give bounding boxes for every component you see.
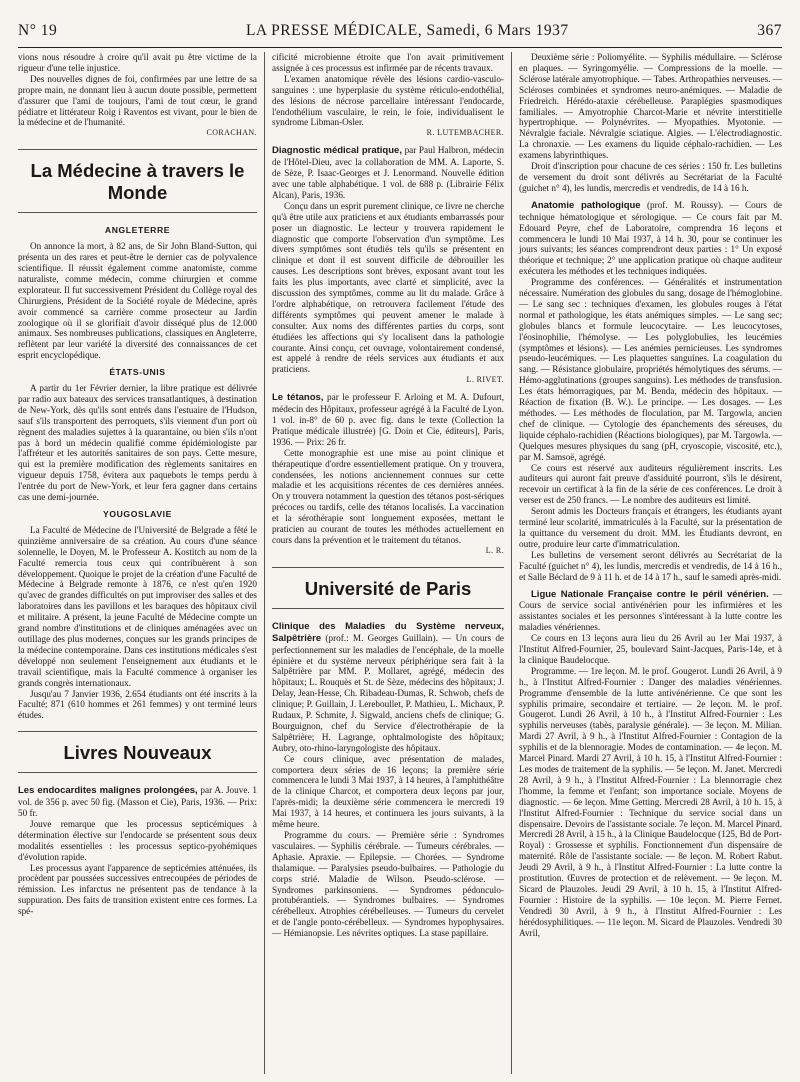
paragraph: cificité microbienne étroite que l'on avait primitivement assignée à ces processus est infirmée par de récents travaux. [272, 52, 504, 73]
book-entry [272, 145, 504, 201]
book-title: Diagnostic médical pratique, [272, 145, 402, 157]
paragraph: Programme des conférences. — Généralités et instrumentation nécessaire. Numération des globules du sang, dosage de l'hémoglobine. — Le sang sec : techniques d'examen, les globules rouges à l'état normal et pathologique, les états anémiques simples. — Le sang sec; globules blancs et formule leucocytaire. — Les leucocytoses, l'éosinophilie, l'hémolyse. — Les polyglobulies, les leucémies (symptômes et lésions). — Les anémies pernicieuses. Les syndromes pseudo-leucémiques. — Les plaquettes sanguines. La coagulation du sang. — Résistance globulaire, propriétés hémolytiques des sérums. — Hémo-agglutinations (groupes sanguins). Les méthodes de transfusion. Les états hémorragiques, par M. Benda, médecin des hôpitaux. — Réaction de fixation (B. W.). Le principe. — Les dosages. — Les méthodes. — Les méthodes de floculation, par M. Targowla, ancien chef de clinique. — Cytologie des épanchements des séreuses, du liquide céphalo-rachidien (Réactions biologiques), par M. Targowla. — Quelques mesures physiques du sang (pH, cryoscopie, viscosité, etc.), par M. Samsoë, agrégé. [519, 277, 782, 462]
signature: L. R. [485, 545, 504, 555]
country-heading: ÉTATS-UNIS [109, 367, 166, 378]
book-details: par Paul Halbron, médecin de l'Hôtel-Dieu, avec la collaboration de MM. A. Laporte, S. de Sèze, P. Isaac-Georges et J. Lenormand. Nouvelle édition avec une table alphabétique. 1 vol. de 688 p. (Librairie Félix Alcan), Paris, 1936. [272, 145, 504, 200]
paragraph: Ce cours clinique, avec présentation de malades, comportera deux séries de 16 leçons; la première série commencera le lundi 3 Mai 1937, à 14 heures, à l'amphithéâtre de la clinique Charcot, et comportera deux leçons par jour, l'après-midi; la deuxième série commencera le mercredi 19 Mai 1937, à 14 heures, et continuera les jours suivants, à la même heure. [272, 753, 504, 830]
book-title: Le tétanos, [272, 392, 324, 404]
book-details: par le professeur F. Arloing et M. A. Dufourt, médecin des Hôpitaux, professeur agrégé à la Faculté de Lyon. 1 vol. in-8° de 60 p. avec fig. dans le texte (Collection la Pratique médicale illustrée) [G. Doin et Cie, éditeurs], Paris, 1936. — Prix: 26 fr. [272, 392, 505, 447]
paragraph: Conçu dans un esprit purement clinique, ce livre ne cherche qu'à être utile aux praticiens et aux étudiants embarrassés pour poser un diagnostic. Le lecteur y trouvera rapidement le diagnostic que comporte l'observation d'un symptôme. Les divers symptômes sont étudiés tels qu'ils se présentent en clinique et dont il est souvent difficile de débrouiller les causes. Les descriptions sont brèves, exposant avant tout les faits les plus importants, avec clarté et simplicité, avec la discussion des symptômes, comme au lit du malade. Grâce à l'ordre alphabétique, on retrouvera facilement l'étude des différents symptômes qui peuvent amener le malade à consulter. Aux noms des différentes parties du corps, sont étudiées les affections qui s'y localisent dans la pathologie courante. Ainsi conçu, cet ouvrage, volontairement condensé, est appelé à rendre de réels services aux étudiants et aux praticiens. [272, 200, 504, 375]
course-entry [519, 200, 782, 277]
paragraph: La Faculté de Médecine de l'Université de Belgrade a fêté le quinzième anniversaire de sa création. Au cours d'une séance solennelle, le Doyen, M. le Professeur A. Kostitch au nom de la Faculté remercia tous ceux qui contribuèrent à son développement. Quoique le projet de la création d'une Faculté de Médecine à Belgrade remonte à 1876, ce n'est qu'en 1920 qu'avec de grandes difficultés on put improviser des salles et des laboratoires dans les pavillons et les baraques des hôpitaux civil et militaire. A présent, la jeune Faculté de Médecine compte un grand nombre d'institutions et de cliniques aménagées avec un outillage des plus modernes, conçues sur les grands principes de la médecine contemporaine. Dans ces institutions médicales s'est développé non seulement l'enseignement aux étudiants et le travail scientifique, mais la Faculté commence à organiser les grands congrès internationaux. [18, 524, 257, 688]
section-header-world [18, 149, 257, 213]
section-header-university [272, 567, 504, 609]
column-2 [264, 52, 511, 1074]
paragraph: Jusqu'au 7 Janvier 1936, 2.654 étudiants ont été inscrits à la Faculté; 871 (610 hommes et 261 femmes) y ont terminé leurs études. [18, 688, 257, 721]
columns [18, 52, 782, 1074]
paragraph: On annonce la mort, à 82 ans, de Sir John Bland-Sutton, qui présenta un des rares et peut-être le dernier cas de polyvalence scientifique. Il réussit également comme anatomiste, comme naturaliste, comme médecin, comme chirurgien et comme explorateur. Il fut successivement Président du Collège royal des Chirurgiens, Président de la Société royale de Médecine, après avoir commencé sa carrière comme prosecteur au Jardin zoologique où il se glorifiait d'avoir disséqué plus de 12.000 animaux. Ses nombreuses publications, classiques en Angleterre, reflètent par leur variété la diversité des connaissances de cet esprit encyclopédique. [18, 241, 257, 361]
book-title: Les endocardites malignes prolongées, [18, 785, 198, 797]
header-rule [18, 47, 782, 48]
course-details: (prof. M. Roussy). — Cours de technique hématologique et sérologique. — Ce cours fait par M. Edouard Peyre, chef de Laboratoire, comprendra 16 leçons et commencera le lundi 10 Mai 1937, à 14 h. 30, pour se continuer les jours suivants; les séances comprendront deux parties : 1° Un exposé théorique et technique; 2° une application pratique où chaque auditeur exécutera les méthodes et les techniques indiquées. [519, 199, 782, 277]
paragraph: Les bulletins de versement seront délivrés au Secrétariat de la Faculté (guichet n° 4), les lundis, mercredis et vendredis, de 14 à 16 h., et Salle Béclard de 9 à 11 h. et de 14 à 17 h., sauf le samedi après-midi. [519, 549, 782, 582]
column-3 [511, 52, 782, 1074]
course-details: — Cours de service social antivénérien pour les infirmières et les assistantes sociales et les personnes s'intéressant à la lutte contre les maladies vénériennes. [519, 588, 782, 633]
paragraph: Cette monographie est une mise au point clinique et thérapeutique d'ordre essentiellement pratique. On y trouvera, condensées, les notions anciennement connues sur cette maladie et les acquisitions récentes de ces dernières années. On y trouvera notamment la question des tétanos post-sériques précoces ou tardifs, celle des tétanos localisés. La vaccination et la sérothérapie sont longuement exposées, mettant le praticien au courant de toutes les méthodes actuellement en cours dans la prévention et le traitement du tétanos. [272, 447, 504, 545]
column-1 [18, 52, 264, 1074]
section-title: La Médecine à travers le Monde [30, 160, 245, 204]
course-title: Ligue Nationale Française contre le péril vénérien. [531, 588, 769, 600]
paragraph: A partir du 1er Février dernier, la libre pratique est délivrée par radio aux bateaux des services transatlantiques, à destination de New-York, dès qu'ils sont entrés dans l'estuaire de l'Hudson, sauf s'ils transportent des perroquets, s'ils viennent d'un port où règnent des maladies sujettes à la quarantaine, ou bien s'ils n'ont pas à bord un médecin qualifié comme épidémiologiste par l'affréteur et les autorités sanitaires de son pays. Cette mesure, qui est la première modification des règlements sanitaires en vigueur depuis 1758, évitera aux paquebots le temps perdu à l'entrée du port de New-York, et leur fera gagner dans certains cas une demi-journée. [18, 383, 257, 503]
page-header [18, 22, 782, 44]
country-heading: ANGLETERRE [104, 225, 171, 236]
paragraph: Deuxième série : Poliomyélite. — Syphilis médullaire. — Sclérose en plaques. — Syringomyélie. — Compressions de la moelle. — Sclérose latérale amyotrophique. — Tabes. Arthropathies nerveuses. — Scléroses combinées et syndromes neuro-anémiques. — Maladie de Friedreich. Hérédo-ataxie cérébelleuse. Paraplégies spasmodiques familiales. — Amyotrophie Charcot-Marie et névrite interstitielle hypertrophique. — Polynévrites. — Myopathies. Myotonie. — Névralgie faciale. Névralgie sciatique. Algies. — L'électrodiagnostic. La chronaxie. — Les examens du liquide céphalo-rachidien. — Les examens labyrinthiques. [519, 52, 782, 161]
course-entry [519, 589, 782, 634]
paragraph: Ce cours en 13 leçons aura lieu du 26 Avril au 1er Mai 1937, à l'Institut Alfred-Fournier, 25, boulevard Saint-Jacques, Paris-14e, et à la clinique Baudelocque. [519, 633, 782, 665]
course-details: (prof.: M. Georges Guillain). — Un cours de perfectionnement sur les maladies de l'encéphale, de la moelle épinière et du système nerveux périphérique sera fait à la Salpêtrière par MM. P. Mollaret, agrégé, médecin des hôpitaux; L. Rouquès et St. de Sèze, médecins des hôpitaux; J. Delay, Jean-Hesse, Ch. Ribadeau-Dumas, R. Schwob, chefs de clinique; P. Guillain, J. Lereboullet, P. Mathieu, L. Michaux, P. Rudaux, P. Schmite, J. Sigwald, anciens chefs de clinique; G. Bourguignon, chef du Service d'électrothérapie de la Salpêtrière; H. Lagrange, ophtalmologiste des hôpitaux; Aubry, oto-rhino-laryngologiste des hôpitaux. [272, 632, 505, 753]
section-title: Livres Nouveaux [63, 742, 212, 764]
course-title: Clinique des Maladies du Système nerveux, Salpêtrière [272, 620, 504, 644]
section-title: Université de Paris [304, 577, 472, 599]
signature: R. LUTEMBACHER. [426, 128, 504, 138]
paragraph: vions nous résoudre à croire qu'il avait pu être victime de la rigueur d'une telle injustice. [18, 52, 257, 73]
paragraph: Programme. — 1re leçon. M. le prof. Gougerot. Lundi 26 Avril, à 9 h., à l'Institut Alfred-Fournier : Danger des maladies vénériennes. Programme d'ensemble de la lutte antivénérienne. Ce que sont les syphilis primaire, secondaire et tertiaire. — 2e leçon. M. le prof. Gougerot. Lundi 26 Avril, à 10 h., à l'Institut Alfred-Fournier : Les syphilis nerveuses (tabès, paralysie générale). — 3e leçon. M. Milian. Mardi 27 Avril, à 9 h., à l'Institut Alfred-Fournier : Contagion de la syphilis et de la blennoragie. Modes de contamination. — 4e leçon. M. Marcel Pinard. Mardi 27 Avril, à 10 h. 15, à l'Institut Alfred-Fournier : Les modes de traitement de la syphilis. — 5e leçon. M. Janet. Mercredi 28 Avril, à 9 h., à l'Institut Alfred-Fournier : La blennorragie chez l'homme, la femme et l'enfant; son importance sociale. Moyens de diagnostic. — 6e leçon. Mme Getting. Mercredi 28 Avril, à 10 h. 15, à l'Institut Alfred-Fournier : Technique du service social dans un dispensaire. Devoirs de l'assistante sociale. 7e leçon. M. Marcel Pinard. Mercredi 28 Avril, à 15 h., à la Clinique Baudelocque (125, Bd de Port-Royal) : Grossesse et syphilis. Fonctionnement d'un dispensaire de maternité. Rôle de l'assistante sociale. — 8e leçon. M. Robert Rabut. Jeudi 29 Avril, à 9 h., à l'Institut Alfred-Fournier : La lutte contre la prostitution. Œuvres de protection et de relèvement. — 9e leçon. M. Sicard de Plauzoles. Jeudi 29 Avril, à 10 h. 15, à l'Institut Alfred-Fournier : Histoire de la syphilis. — 10e leçon. M. Pierre Fernet. Vendredi 30 Avril, à 9 h., à l'Institut Alfred-Fournier : Les hérédosyphilitiques. — 11e leçon. M. Sicard de Plauzoles. Vendredi 30 Avril, [519, 665, 782, 938]
paragraph: Les processus ayant l'apparence de septicémies atténuées, ils procèdent par poussées successives entrecoupées de périodes de rémission. Les infarctus ne présentent pas de tendance à la suppuration. Des faits de transition existent entre ces formes. La spé- [18, 862, 257, 917]
signature: L. RIVET. [466, 375, 504, 385]
book-entry [18, 785, 257, 819]
course-title: Anatomie pathologique [531, 199, 641, 211]
book-details: par A. Jouve. 1 vol. de 356 p. avec 50 fig. (Masson et Cie), Paris, 1936. — Prix: 50 fr. [18, 785, 258, 819]
country-heading: YOUGOSLAVIE [103, 509, 172, 519]
page-number: 367 [757, 22, 782, 39]
course-entry [272, 621, 504, 754]
paragraph: Des nouvelles dignes de foi, confirmées par une lettre de sa propre main, ne donnant lieu à aucun doute possible, permettent d'assurer que l'ami de toujours, l'ami de tout cœur, le grand pédiatre et littérateur Roig i Raventos est vivant, pour le bien de la médecine et de l'humanité. [18, 73, 257, 128]
masthead-title: LA PRESSE MÉDICALE, Samedi, 6 Mars 1937 [245, 22, 569, 39]
paragraph: Ce cours est réservé aux auditeurs régulièrement inscrits. Les auditeurs qui auront fait preuve d'assiduité pourront, s'ils le désirent, recevoir un certificat à la fin de la série de ces conférences. Le droit à verser est de 250 francs. — Le nombre des auditeurs est limité. [519, 462, 782, 506]
signature: CORACHAN. [206, 128, 257, 138]
paragraph: Droit d'inscription pour chacune de ces séries : 150 fr. Les bulletins de versement du droit sont délivrés au Secrétariat de la Faculté (guichet n° 4), les lundis, mercredis et vendredis, de 14 à 16 h. [519, 161, 782, 193]
paragraph: L'examen anatomique révèle des lésions cardio-vasculo-sanguines : une hyperplasie du système réticulo-endothélial, des lésions de nécrose parcellaire intéressant l'endocarde, l'endothélium vasculaire, le rein, le foie, individualisent le syndrome Libman-Osler. [272, 73, 504, 128]
paragraph: Seront admis les Docteurs français et étrangers, les étudiants ayant terminé leur scolarité, immatriculés à la Faculté, sur la présentation de la quittance du versement du droit. MM. les Étudiants devront, en outre, produire leur carte d'immatriculation. [519, 506, 782, 549]
paragraph: Programme du cours. — Première série : Syndromes vasculaires. — Syphilis cérébrale. — Tumeurs cérébrales. — Aphasie. Apraxie. — Epilepsie. — Chorées. — Syndrome thalamique. — Paralysies pseudo-bulbaires. — Pathologie du corps strié. Maladie de Wilson. Pseudo-sclérose. — Syndromes parkinsoniens. — Syndromes pédonculo-protubérantiels. — Syndromes bulbaires. — Syndromes cérébelleux. Atrophies cérébelleuses. — Tumeurs du cervelet et de l'angle ponto-cérébelleux. — Syndromes hypophysaires. — Hémianopsie. Les névrites optiques. La stase papillaire. [272, 830, 504, 939]
paragraph: Jouve remarque que les processus septicémiques à détermination élective sur l'endocarde se présentent sous deux modalités essentielles : les processus septico-pyohémiques d'évolution rapide. [18, 818, 257, 862]
book-entry [272, 392, 504, 448]
section-header-books [18, 731, 257, 773]
issue-number: N° 19 [18, 22, 58, 39]
